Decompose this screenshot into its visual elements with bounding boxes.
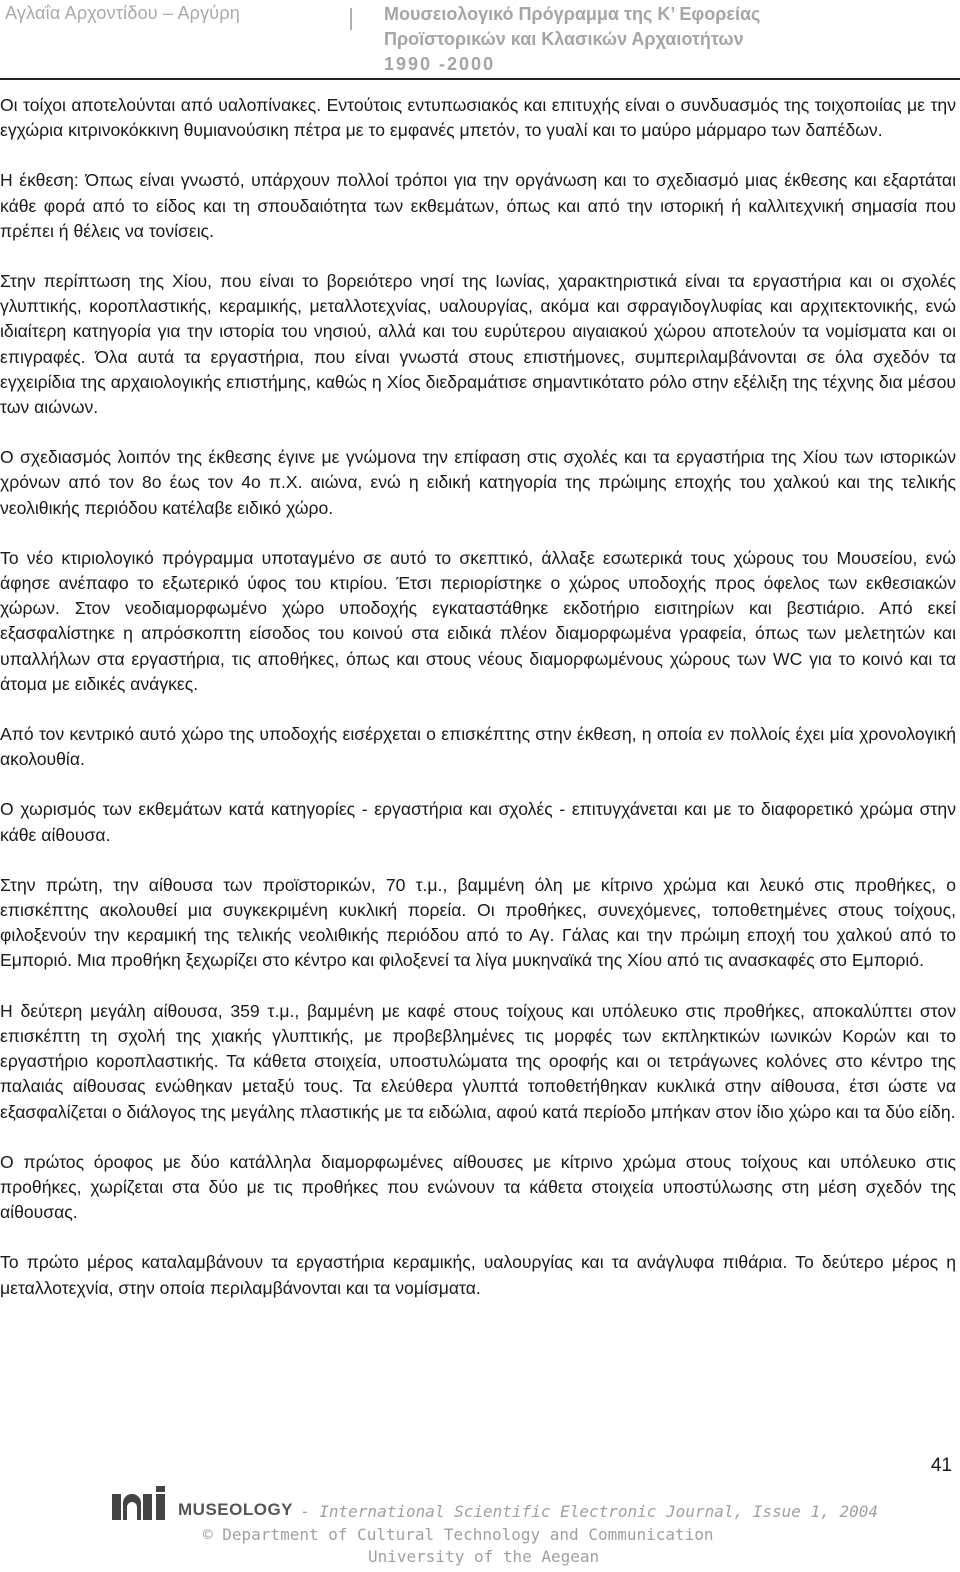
header-divider [350,8,352,30]
program-years: 1990 -2000 [384,54,496,74]
university-credit: University of the Aegean [368,1547,600,1566]
journal-citation [300,1502,878,1521]
header-rule [0,78,960,80]
page-footer [0,1487,960,1572]
program-title-line1: Μουσειολογικό Πρόγραμμα της Κ’ Εφορείας [384,4,761,24]
author-name: Αγλαΐα Αρχοντίδου – Αργύρη [5,3,240,23]
paragraph: Η δεύτερη μεγάλη αίθουσα, 359 τ.μ., βαμμένη με καφέ στους τοίχους και υπόλευκο στις προθήκες, αποκαλύπτει στον επισκέπτη τη σχολή της χιακής γλυπτικής, με προβεβλημένες τις μορφές των εκπληκτικών ιωνικών Κορών και το εργαστήριο κοροπλαστικής. Τα κάθετα στοιχεία, υποστυλώματα της οροφής και οι τετράγωνες κολόνες στο κέντρο της παλαιάς αίθουσας ενώθηκαν μεταξύ τους. Τα ελεύθερα γλυπτά τοποθετήθηκαν κυκλικά στην αίθουσα, έτσι ώστε να εξασφαλίζεται ο διάλογος της μεγάλης πλαστικής με τα ειδώλια, αφού κατά περίοδο μπήκαν στον ίδιο χώρο και τα δύο είδη. [0,1000,956,1122]
paragraph: Ο πρώτος όροφος με δύο κατάλληλα διαμορφωμένες αίθουσες με κίτρινο χρώμα στους τοίχους και υπόλευκο στις προθήκες, χωρίζεται στα δύο με τις προθήκες που ενώνουν τα κάθετα στοιχεία υποστύλωσης στη μέση σχεδόν της αίθουσας. [0,1151,956,1223]
program-title [384,2,760,77]
paragraph: Οι τοίχοι αποτελούνται από υαλοπίνακες. Εντούτοις εντυπωσιακός και επιτυχής είναι ο συνδυασμός της τοιχοποιίας με την εγχώρια κιτρινοκόκκινη θυμιανούσικη πέτρα με το εμφανές μπετόν, το γυαλί και το μαύρο μάρμαρο των δαπέδων. [0,95,956,141]
paragraph: Στην πρώτη, την αίθουσα των προϊστορικών, 70 τ.μ., βαμμένη όλη με κίτρινο χρώμα και λευκό στις προθήκες, ο επισκέπτης ακολουθεί μια συγκεκριμένη κυκλική πορεία. Οι προθήκες, συνεχόμενες, τοποθετημένες στους τοίχους, φιλοξενούν την κεραμική της τελικής νεολιθικής περιόδου από το Αγ. Γάλας και την πρώιμη εποχή του χαλκού από το Εμποριό. Μια προθήκη ξεχωρίζει στο κέντρο και φιλοξενεί τα λίγα μυκηναϊκά της Χίου από τις ανασκαφές στο Εμποριό. [0,874,956,971]
paragraph: Ο σχεδιασμός λοιπόν της έκθεσης έγινε με γνώμονα την επίφαση στις σχολές και τα εργαστήρια της Χίου των ιστορικών χρόνων από τον 8ο έως τον 4ο π.Χ. αιώνα, ενώ η ειδική κατηγορία της πρώιμης εποχής του χαλκού και της τελικής νεολιθικής περιόδου κατέλαβε ειδικό χώρο. [0,447,956,518]
program-title-line2: Προϊστορικών και Κλασικών Αρχαιοτήτων [384,29,744,49]
paragraph: Η έκθεση: Όπως είναι γνωστό, υπάρχουν πολλοί τρόποι για την οργάνωση και το σχεδιασμό μιας έκθεσης και εξαρτάται κάθε φορά από το είδος και τη σπουδαιότητα των εκθεμάτων, όπως και από την ιστορική ή καλλιτεχνική σημασία που πρέπει ή θέλεις να τονίσεις. [0,170,956,241]
paragraph: Ο χωρισμός των εκθεμάτων κατά κατηγορίες - εργαστήρια και σχολές - επιτυγχάνεται και με το διαφορετικό χρώμα στην κάθε αίθουσα. [0,799,956,845]
logo-text: MUSEOLOGY [178,1500,294,1519]
page-number: 41 [930,1455,952,1476]
paragraph: Από τον κεντρικό αυτό χώρο της υποδοχής εισέρχεται ο επισκέπτης στην έκθεση, η οποία εν πολλοίς έχει μία χρονολογική ακολουθία. [0,724,956,770]
paragraph: Το πρώτο μέρος καταλαμβάνουν τα εργαστήρια κεραμικής, υαλουργίας και τα ανάγλυφα πιθάρια. Το δεύτερο μέρος η μεταλλοτεχνία, στην οποία περιλαμβάνονται και τα νομίσματα. [0,1252,956,1298]
page-header [0,0,960,80]
journal-dash: - [300,1502,320,1521]
museology-logo-icon [112,1490,174,1520]
paragraph: Το νέο κτιριολογικό πρόγραμμα υποταγμένο σε αυτό το σκεπτικό, άλλαξε εσωτερικά τους χώρους του Μουσείου, ενώ άφησε ανέπαφο το εξωτερικό ύφος του κτιρίου. Έτσι περιορίστηκε ο χώρος υποδοχής προς όφελος των εκθεσιακών χώρων. Στον νεοδιαμορφωμένο χώρο υποδοχής εγκαταστάθηκε εκδοτήριο εισιτηρίων και βεστιάριο. Από εκεί εξασφαλίστηκε η απρόσκοπτη είσοδος του κοινού στα ειδικά πλέον διαμορφωμένα γραφεία, όπως των μελετητών και υπαλλήλων στα εργαστήρια, τις αποθήκες, όπως και στους νέους διαμορφωμένους χώρους των WC για το κοινό και τα άτομα με ειδικές ανάγκες. [0,547,956,694]
article-body [0,93,956,1326]
museology-logo [112,1490,293,1520]
paragraph: Στην περίπτωση της Χίου, που είναι το βορειότερο νησί της Ιωνίας, χαρακτηριστικά είναι τα εργαστήρια και οι σχολές γλυπτικής, κοροπλαστικής, κεραμικής, μεταλλοτεχνίας, υαλουργίας, ακόμα και σφραγιδογλυφίας και αρχιτεκτονικής, ενώ ιδιαίτερη κατηγορία για την ιστορία του νησιού, αλλά και του ευρύτερου αιγαιακού χώρου αποτελούν τα νομίσματα και οι επιγραφές. Όλα αυτά τα εργαστήρια, που είναι γνωστά στους επιστήμονες, συμπεριλαμβάνονται σε όλα σχεδόν τα εγχειρίδια της αρχαιολογικής επιστήμης, καθώς η Χίος διεδραμάτισε σημαντικότατο ρόλο στην εξέλιξη της τέχνης δια μέσου των αιώνων. [0,271,956,418]
journal-title: International Scientific Electronic Journal, Issue 1, 2004 [319,1502,878,1521]
department-credit: © Department of Cultural Technology and Communication [203,1525,714,1544]
